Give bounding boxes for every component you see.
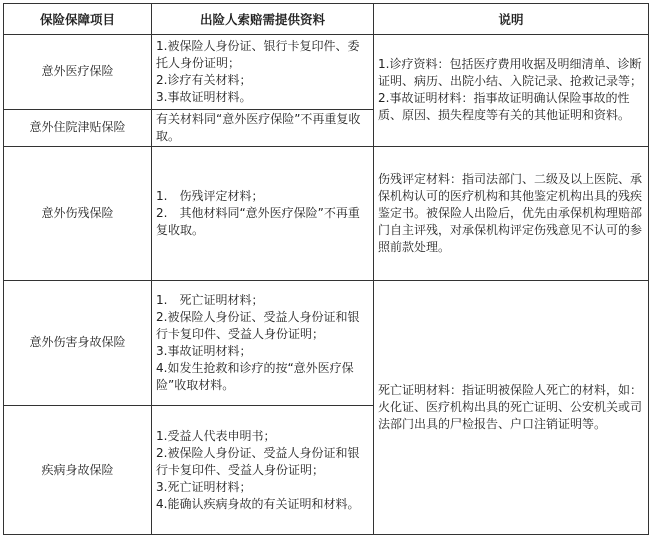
row-item: 意外伤害身故保险 (4, 280, 152, 406)
materials-line: 1. 伤残评定材料； (156, 188, 264, 203)
materials-line: 有关材料同“意外医疗保险”不再重复收取。 (156, 111, 361, 143)
row-item: 意外住院津贴保险 (4, 109, 152, 146)
materials-line: 1.被保险人身份证、银行卡复印件、委托人身份证明； (156, 38, 360, 70)
note-line: 1.诊疗资料：包括医疗费用收据及明细清单、诊断证明、病历、出院小结、入院记录、抢救记录等； (378, 57, 643, 89)
row-item: 意外医疗保险 (4, 35, 152, 109)
row-materials (152, 146, 374, 280)
row-materials (152, 35, 374, 109)
materials-line: 3.事故证明材料。 (156, 89, 252, 104)
materials-line: 2. 其他材料同“意外医疗保险”不再重复收取。 (156, 205, 360, 237)
materials-line: 1. 死亡证明材料； (156, 292, 264, 307)
note-line: 伤残评定材料：指司法部门、二级及以上医院、承保机构认可的医疗机构和其他鉴定机构出具的残疾鉴定书。被保险人出险后，优先由承保机构理赔部门自主评残，对承保机构评定伤残意见不认可的参照前款处理。 (378, 171, 643, 254)
row-materials (152, 280, 374, 406)
table-row (4, 146, 649, 280)
claims-materials-table (3, 3, 649, 535)
materials-line: 4.能确认疾病身故的有关证明和材料。 (156, 496, 360, 511)
row-note (374, 35, 649, 147)
table-row (4, 280, 649, 406)
materials-line: 3.事故证明材料； (156, 343, 252, 358)
note-line: 死亡证明材料：指证明被保险人死亡的材料，如：火化证、医疗机构出具的死亡证明、公安机关或司法部门出具的尸检报告、户口注销证明等。 (378, 382, 643, 431)
row-item: 疾病身故保险 (4, 406, 152, 535)
table-row (4, 35, 649, 109)
materials-line: 3.死亡证明材料； (156, 479, 252, 494)
header-materials: 出险人索赔需提供资料 (152, 4, 374, 35)
header-row (4, 4, 649, 35)
materials-line: 4.如发生抢救和诊疗的按“意外医疗保险”收取材料。 (156, 360, 354, 392)
row-materials (152, 406, 374, 535)
note-line: 2.事故证明材料：指事故证明确认保险事故的性质、原因、损失程度等有关的其他证明和资料。 (378, 91, 631, 123)
header-item: 保险保障项目 (4, 4, 152, 35)
row-materials (152, 109, 374, 146)
materials-line: 1.受益人代表申明书； (156, 428, 276, 443)
row-item: 意外伤残保险 (4, 146, 152, 280)
row-note (374, 146, 649, 280)
materials-line: 2.诊疗有关材料； (156, 72, 252, 87)
row-note (374, 280, 649, 534)
materials-line: 2.被保险人身份证、受益人身份证和银行卡复印件、受益人身份证明； (156, 445, 360, 477)
materials-line: 2.被保险人身份证、受益人身份证和银行卡复印件、受益人身份证明； (156, 309, 360, 341)
header-note: 说明 (374, 4, 649, 35)
